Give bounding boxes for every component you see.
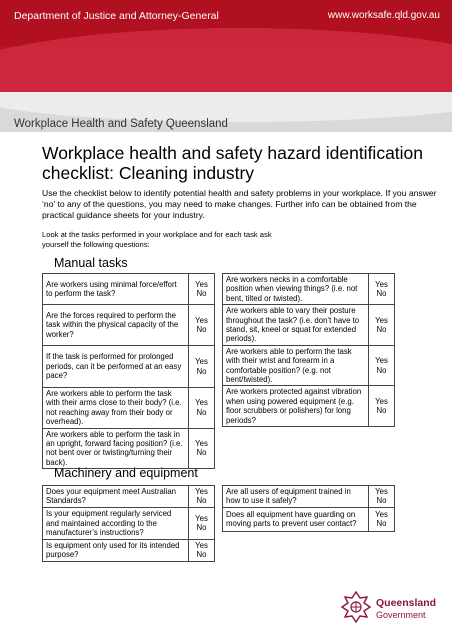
band-title: Workplace Health and Safety Queensland (14, 118, 228, 130)
checklist-row (43, 507, 215, 539)
question-text: Are workers able to perform the task with their arms close to their body? (i.e. not reaching away from their body or overhead). (43, 388, 189, 429)
checklist-row (223, 345, 395, 386)
question-text: Are the forces required to perform the task within the physical capacity of the worker? (43, 305, 189, 346)
answer-no[interactable]: No (376, 289, 387, 299)
answer-cell[interactable] (189, 507, 215, 539)
question-text: Does your equipment meet Australian Standards? (43, 486, 189, 508)
answer-yes[interactable]: Yes (195, 357, 208, 367)
checklist-row (223, 274, 395, 305)
answer-no[interactable]: No (196, 407, 207, 417)
manual-tasks-right-table (222, 273, 395, 427)
answer-cell[interactable] (369, 305, 395, 346)
section-heading-machinery: Machinery and equipment (54, 466, 198, 480)
checklist-row (43, 274, 215, 305)
answer-no[interactable]: No (196, 523, 207, 533)
checklist-row (43, 346, 215, 388)
answer-no[interactable]: No (196, 325, 207, 334)
answer-cell[interactable] (189, 346, 215, 388)
logo-text-queensland: Queensland (376, 597, 437, 609)
question-text: Are workers able to perform the task in an upright, forward facing position? (i.e. not bent over or twisting/turning their back). (43, 428, 189, 469)
checklist-row (43, 388, 215, 429)
question-text: Are workers necks in a comfortable position when viewing things? (i.e. not bent, tilted or twisted). (223, 274, 369, 305)
answer-cell[interactable] (369, 486, 395, 508)
checklist-row (223, 386, 395, 427)
machinery-right-table (222, 485, 395, 532)
question-text: Are workers using minimal force/effort to perform the task? (43, 274, 189, 305)
answer-cell[interactable] (189, 428, 215, 469)
question-text: Are workers protected against vibration when using powered equipment (e.g. floor scrubbers or polishers) for long periods? (223, 386, 369, 427)
question-text: Does all equipment have guarding on moving parts to prevent user contact? (223, 507, 369, 531)
checklist-row (223, 507, 395, 531)
answer-cell[interactable] (189, 274, 215, 305)
answer-no[interactable]: No (196, 550, 207, 560)
question-text: Is your equipment regularly serviced and maintained according to the manufacturer’s instructions? (43, 507, 189, 539)
queensland-government-logo (340, 588, 450, 636)
answer-yes[interactable]: Yes (375, 279, 388, 289)
machinery-left-table (42, 485, 215, 562)
answer-yes[interactable]: Yes (375, 487, 388, 496)
answer-no[interactable]: No (376, 325, 387, 335)
answer-no[interactable]: No (196, 448, 207, 458)
answer-yes[interactable]: Yes (195, 487, 208, 496)
checklist-row (223, 305, 395, 346)
website-link[interactable]: www.worksafe.qld.gov.au (327, 10, 440, 21)
logo-text-government: Government (376, 610, 426, 620)
header-swoosh-decoration (0, 28, 452, 92)
question-text: If the task is performed for prolonged periods, can it be performed at an easy pace? (43, 346, 189, 388)
answer-yes[interactable]: Yes (195, 513, 208, 523)
checklist-row (43, 539, 215, 561)
answer-no[interactable]: No (196, 366, 207, 376)
intro-paragraph: Use the checklist below to identify potential health and safety problems in your workplace. If you answer ‘no’ to any of the questions, you may need to make changes. Further info can be obtained from the practical guidance sheets for your industry. (42, 188, 437, 220)
answer-no[interactable]: No (376, 365, 387, 375)
answer-cell[interactable] (189, 305, 215, 346)
question-text: Is equipment only used for its intended purpose? (43, 539, 189, 561)
answer-yes[interactable]: Yes (375, 356, 388, 366)
answer-yes[interactable]: Yes (195, 398, 208, 408)
look-at-instructions: Look at the tasks performed in your workplace and for each task ask yourself the following questions: (42, 230, 272, 249)
answer-cell[interactable] (189, 539, 215, 561)
answer-yes[interactable]: Yes (195, 540, 208, 550)
header-banner (0, 0, 452, 92)
answer-yes[interactable]: Yes (375, 315, 388, 325)
answer-no[interactable]: No (196, 289, 207, 298)
answer-yes[interactable]: Yes (195, 439, 208, 449)
answer-cell[interactable] (369, 345, 395, 386)
answer-no[interactable]: No (196, 496, 207, 506)
checklist-row (223, 486, 395, 508)
answer-cell[interactable] (369, 507, 395, 531)
answer-yes[interactable]: Yes (375, 509, 388, 519)
manual-tasks-left-table (42, 273, 215, 469)
answer-yes[interactable]: Yes (375, 396, 388, 406)
queensland-crest-icon (340, 590, 372, 624)
department-name: Department of Justice and Attorney-General (14, 10, 219, 22)
question-text: Are workers able to vary their posture throughout the task? (i.e. don’t have to stand, sit, kneel or squat for extended periods). (223, 305, 369, 346)
answer-cell[interactable] (189, 388, 215, 429)
checklist-row (43, 428, 215, 469)
answer-no[interactable]: No (376, 496, 387, 506)
answer-no[interactable]: No (376, 519, 387, 529)
checklist-row (43, 486, 215, 508)
answer-no[interactable]: No (376, 406, 387, 416)
question-text: Are all users of equipment trained in how to use it safely? (223, 486, 369, 508)
answer-yes[interactable]: Yes (195, 315, 208, 325)
answer-cell[interactable] (369, 274, 395, 305)
section-heading-manual-tasks: Manual tasks (54, 256, 128, 270)
answer-cell[interactable] (189, 486, 215, 508)
answer-yes[interactable]: Yes (195, 279, 208, 289)
page-title: Workplace health and safety hazard identification checklist: Cleaning industry (42, 143, 424, 183)
question-text: Are workers able to perform the task with their wrist and forearm in a comfortable position? (e.g. not bent/twisted). (223, 345, 369, 386)
answer-cell[interactable] (369, 386, 395, 427)
checklist-row (43, 305, 215, 346)
